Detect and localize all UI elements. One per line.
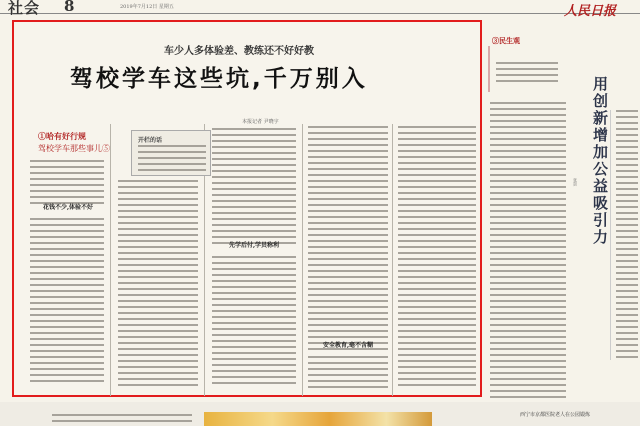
section-label: 社会 [8, 0, 41, 17]
summary-text [496, 62, 558, 86]
body-text [308, 356, 388, 392]
page-header [0, 0, 640, 19]
column-rule [392, 124, 393, 396]
body-text [398, 126, 476, 390]
highlighted-article[interactable] [12, 20, 482, 397]
body-text [212, 256, 296, 388]
body-text [30, 218, 104, 386]
subhead: 花钱不少,体验不好 [42, 204, 94, 211]
body-text [212, 128, 296, 248]
body-text [118, 180, 198, 390]
article-headline: 驾校学车这些坑,千万别入 [70, 66, 368, 92]
byline: 本报记者 尹晓宇 [242, 119, 279, 125]
body-text [30, 160, 104, 208]
subhead: 先学后付,学员称利 [228, 242, 280, 249]
masthead-logo: 人民日报 [564, 4, 617, 19]
right-column[interactable] [484, 20, 640, 410]
column-rule [110, 124, 111, 396]
sidebar-title: ①哈有好行规 [38, 131, 86, 141]
article-kicker: 车少人多体验差、教练还不好好教 [164, 46, 314, 57]
column-rule [610, 110, 611, 360]
subhead: 安全教育,毫不含糊 [322, 342, 374, 349]
column-rule [302, 124, 303, 396]
box-title: 开栏的话 [138, 137, 163, 144]
bottom-photo[interactable] [204, 412, 432, 426]
column-tag: ③民生观 [492, 36, 520, 45]
column-intro-box [131, 130, 211, 176]
page-number: 8 [64, 0, 75, 15]
sidebar-subtitle: 驾校学车那些事儿⑤ [38, 144, 110, 153]
bottom-text [52, 414, 192, 426]
photo-caption: 西宁市京都医院老人在公园锻炼 [520, 412, 591, 418]
body-text [616, 110, 638, 362]
column-author: 张贺 [573, 178, 578, 186]
box-text [138, 145, 206, 175]
column-headline: 用创新增加公益吸引力 [591, 76, 609, 246]
body-text [308, 126, 388, 354]
body-text [490, 102, 566, 408]
dateline: 2019年7月12日 星期五 [120, 4, 174, 10]
column-summary [488, 46, 560, 92]
